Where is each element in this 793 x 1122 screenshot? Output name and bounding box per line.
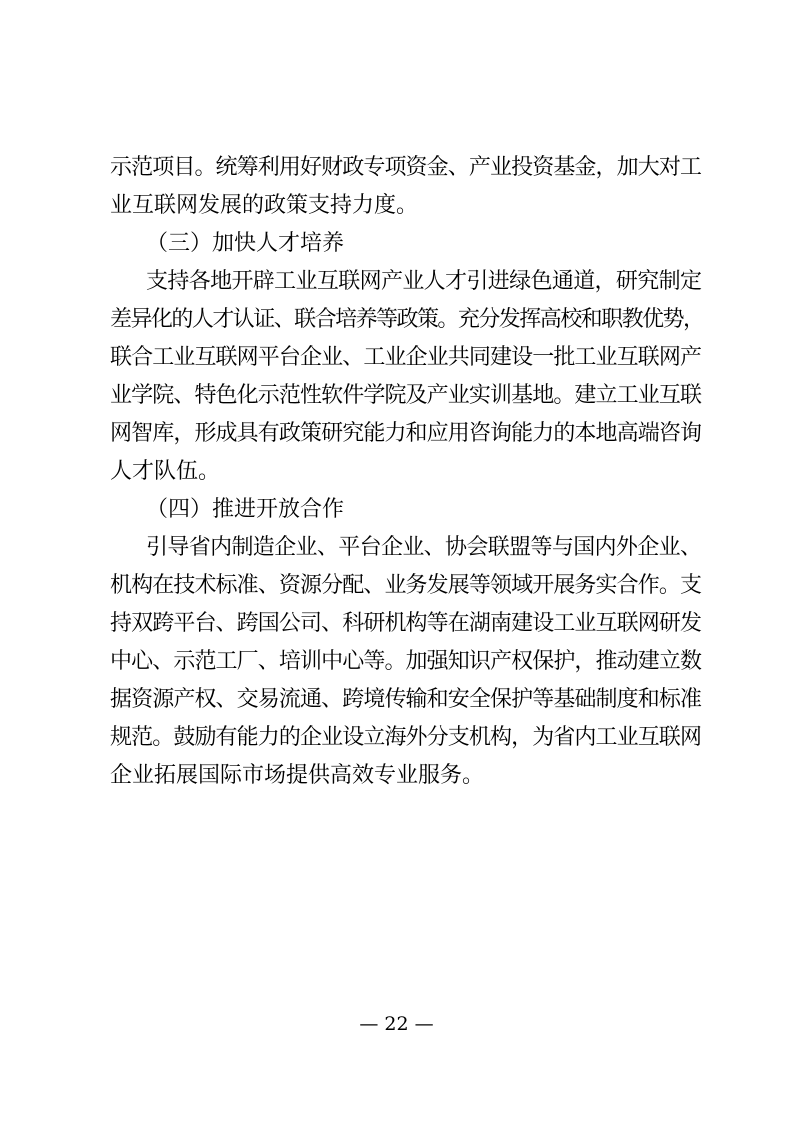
body-line: 中心、示范工厂、培训中心等。加强知识产权保护，推动建立数 (110, 649, 702, 674)
body-line: 机构在技术标准、资源分配、业务发展等领域开展务实合作。支 (110, 573, 702, 598)
body-line: 规范。鼓励有能力的企业设立海外分支机构，为省内工业互联网 (110, 725, 702, 750)
page-number: — 22 — (359, 1013, 434, 1035)
body-line: 联合工业互联网平台企业、工业企业共同建设一批工业互联网产 (110, 345, 702, 370)
body-line: 差异化的人才认证、联合培养等政策。充分发挥高校和职教优势， (110, 307, 704, 332)
body-line: 网智库，形成具有政策研究能力和应用咨询能力的本地高端咨询 (110, 421, 702, 446)
body-line: 据资源产权、交易流通、跨境传输和安全保护等基础制度和标准 (110, 687, 702, 712)
body-line: 示范项目。统筹利用好财政专项资金、产业投资基金，加大对工 (110, 155, 702, 180)
section-heading: （三）加快人才培养 (146, 231, 345, 256)
body-line: 业学院、特色化示范性软件学院及产业实训基地。建立工业互联 (110, 383, 702, 408)
body-line: 持双跨平台、跨国公司、科研机构等在湖南建设工业互联网研发 (110, 611, 702, 636)
body-line: 支持各地开辟工业互联网产业人才引进绿色通道，研究制定 (146, 269, 702, 294)
body-line: 企业拓展国际市场提供高效专业服务。 (110, 763, 485, 788)
body-line: 引导省内制造企业、平台企业、协会联盟等与国内外企业、 (146, 535, 702, 560)
body-line: 人才队伍。 (110, 459, 221, 484)
section-heading: （四）推进开放合作 (146, 497, 345, 522)
body-line: 业互联网发展的政策支持力度。 (110, 193, 419, 218)
